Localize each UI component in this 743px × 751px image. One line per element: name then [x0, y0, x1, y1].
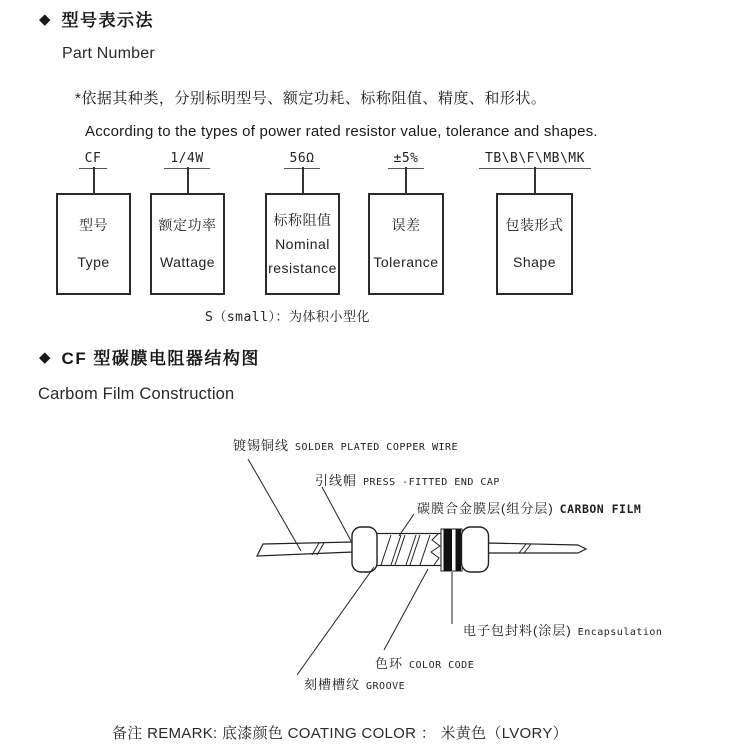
- pn-box-resistance: [265, 193, 340, 295]
- label-groove: [304, 674, 405, 693]
- pn-footnote: S（small）：为体积小型化: [205, 310, 370, 325]
- label-carbon-film: [417, 498, 641, 517]
- section2-title-text: CF 型碳膜电阻器结构图: [61, 349, 260, 368]
- section1-note-cn: *依据其种类，分别标明型号、额定功耗、标称阻值、精度、和形状。: [75, 90, 547, 107]
- pn-box-wattage-en: Wattage: [159, 254, 216, 270]
- pn-box-tolerance: [368, 193, 444, 295]
- footer-remark: 备注 REMARK: 底漆颜色 COATING COLOR ： 米黄色（LVORY）: [112, 725, 568, 742]
- label-carbon-film-cn: 碳膜合金膜层(组分层): [417, 501, 554, 516]
- label-groove-cn: 刻槽槽纹: [304, 677, 361, 692]
- label-encapsulation: [463, 620, 662, 639]
- pn-connector-type: [93, 167, 95, 193]
- color-band-1: [444, 529, 453, 571]
- pn-box-type-en: Type: [77, 254, 110, 270]
- label-copper-wire: [233, 435, 458, 454]
- resistor-left-lead: [257, 542, 353, 556]
- label-copper-wire-en: SOLDER PLATED COPPER WIRE: [295, 442, 459, 453]
- pn-box-type-cn: 型号: [79, 217, 108, 233]
- section1-subtitle: Part Number: [62, 45, 155, 62]
- pn-value-tolerance: ±5%: [341, 149, 471, 167]
- label-end-cap-cn: 引线帽: [315, 473, 358, 488]
- resistor-body: [375, 534, 441, 566]
- pn-connector-shape: [534, 167, 536, 193]
- section1-title: [39, 6, 154, 31]
- pn-value-wattage: 1/4W: [122, 149, 252, 167]
- pn-box-type: [56, 193, 131, 295]
- pn-value-shape: TB\B\F\MB\MK: [470, 149, 600, 167]
- pn-box-tolerance-cn: 误差: [391, 217, 421, 233]
- pn-box-resistance-en2: resistance: [268, 259, 337, 276]
- label-color-code-cn: 色环: [375, 656, 404, 671]
- label-color-code-en: COLOR CODE: [409, 660, 475, 671]
- pn-box-resistance-en1: Nominal: [275, 235, 330, 252]
- resistor-right-lead: [488, 543, 586, 553]
- pn-value-type: CF: [28, 149, 158, 167]
- diamond-bullet-icon: ◆: [39, 10, 51, 28]
- label-encapsulation-cn: 电子包封料(涂层): [463, 623, 572, 638]
- right-end-cap: [462, 527, 489, 572]
- pn-box-shape: [496, 193, 573, 295]
- pn-box-wattage: [150, 193, 225, 295]
- pn-box-shape-en: Shape: [513, 254, 556, 270]
- section1-note-en: According to the types of power rated resistor value, tolerance and shapes.: [85, 123, 598, 140]
- left-end-cap: [352, 527, 377, 572]
- leader-line-copper-wire: [248, 459, 301, 551]
- section1-title-text: 型号表示法: [61, 11, 155, 30]
- label-carbon-film-en: CARBON FILM: [559, 502, 642, 516]
- pn-value-resistance: 56Ω: [237, 149, 367, 167]
- leader-line-end-cap: [322, 487, 351, 541]
- leader-lines: [248, 459, 452, 675]
- label-color-code: [375, 653, 474, 672]
- color-band-2: [456, 529, 462, 571]
- leader-line-groove: [297, 567, 374, 675]
- pn-box-tolerance-en: Tolerance: [373, 254, 439, 270]
- pn-box-resistance-cn: 标称阻值: [273, 211, 332, 228]
- pn-connector-resistance: [302, 167, 304, 193]
- pn-box-shape-cn: 包装形式: [505, 217, 564, 233]
- label-end-cap: [315, 470, 500, 489]
- label-groove-en: GROOVE: [366, 681, 406, 692]
- section2-title: [39, 344, 260, 369]
- label-end-cap-en: PRESS -FITTED END CAP: [363, 477, 500, 488]
- pn-connector-wattage: [187, 167, 189, 193]
- leader-line-color-code: [384, 569, 428, 650]
- label-encapsulation-en: Encapsulation: [577, 627, 663, 638]
- diamond-bullet-icon: ◆: [39, 348, 51, 366]
- leader-line-carbon-film: [399, 514, 414, 536]
- pn-box-wattage-cn: 额定功率: [158, 217, 217, 233]
- label-copper-wire-cn: 镀锡铜线: [233, 438, 290, 453]
- section2-subtitle: Carbom Film Construction: [38, 385, 235, 403]
- pn-connector-tolerance: [405, 167, 407, 193]
